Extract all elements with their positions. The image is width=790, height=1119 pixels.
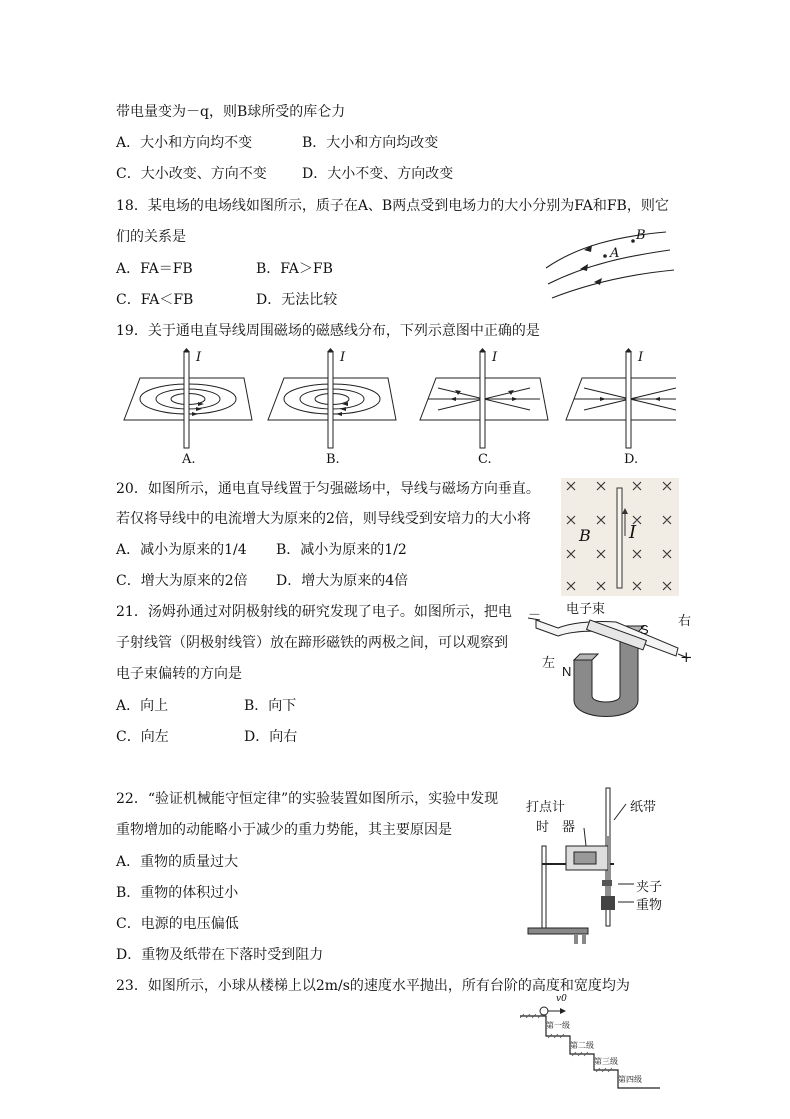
- field-b-label: B: [579, 526, 591, 545]
- q21-stem: 21．汤姆孙通过对阴极射线的研究发现了电子。如图所示，把电: [116, 604, 512, 620]
- q22-option-b[interactable]: B．重物的体积过小: [116, 885, 239, 901]
- q20-option-d[interactable]: D．增大为原来的4倍: [276, 573, 409, 589]
- q22-option-d[interactable]: D．重物及纸带在下落时受到阻力: [116, 947, 324, 963]
- current-label-a: I: [196, 350, 202, 365]
- q23-stem: 23．如图所示，小球从楼梯上以2m/s的速度水平抛出，所有台阶的高度和宽度均为: [116, 978, 630, 994]
- q20-option-b[interactable]: B．减小为原来的1/2: [276, 542, 407, 558]
- q23-staircase-figure: [520, 994, 660, 1092]
- q20-stem-2: 若仅将导线中的电流增大为原来的2倍，则导线受到安培力的大小将: [116, 511, 531, 527]
- q18-option-d[interactable]: D．无法比较: [256, 292, 338, 308]
- q21-option-b[interactable]: B．向下: [244, 698, 297, 714]
- q21-option-a[interactable]: A．向上: [116, 698, 169, 714]
- timer-label-2: 时 器: [536, 820, 576, 835]
- q17-option-a[interactable]: A．大小和方向均不变: [116, 135, 253, 151]
- point-a-label: A: [610, 246, 620, 261]
- option-d-diagram: [566, 348, 676, 448]
- q18-option-b[interactable]: B．FA＞FB: [256, 261, 333, 277]
- option-a-label: A.: [182, 452, 196, 467]
- q18-stem: 18．某电场的电场线如图所示，质子在A、B两点受到电场力的大小分别为FA和FB，则它: [116, 198, 669, 214]
- q20-stem: 20．如图所示，通电直导线置于匀强磁场中，导线与磁场方向垂直。: [116, 481, 540, 497]
- current-label-c: I: [492, 350, 498, 365]
- q18-field-figure: [538, 218, 678, 300]
- field-lines-svg: [538, 218, 678, 300]
- option-d-label: D.: [624, 452, 639, 467]
- step-2-label: 第二级: [570, 1041, 594, 1050]
- paper-tape-label: 纸带: [630, 800, 657, 815]
- q20-option-a[interactable]: A．减小为原来的1/4: [116, 542, 247, 558]
- current-label-b: I: [340, 350, 346, 365]
- current-i-label: I: [629, 522, 637, 543]
- option-c-label: C.: [478, 452, 492, 467]
- weight-label: 重物: [636, 898, 663, 913]
- q19-options-figure: [116, 348, 676, 470]
- q17-option-b[interactable]: B．大小和方向均改变: [302, 135, 439, 151]
- q22-option-c[interactable]: C．电源的电压偏低: [116, 916, 239, 932]
- q18-option-a[interactable]: A．FA＝FB: [116, 261, 193, 277]
- timer-label-1: 打点计: [526, 800, 566, 815]
- point-b-label: B: [636, 228, 646, 243]
- option-a-diagram: [124, 348, 252, 448]
- plus-terminal-label: +: [680, 648, 693, 666]
- step-3-label: 第三级: [594, 1057, 618, 1066]
- q18-option-c[interactable]: C．FA＜FB: [116, 292, 194, 308]
- north-pole-label: N: [562, 664, 572, 679]
- option-b-diagram: [268, 348, 396, 448]
- south-pole-label: S: [640, 622, 649, 637]
- v0-label: v0: [556, 994, 567, 1004]
- electron-beam-label: 电子束: [566, 602, 606, 617]
- right-label: 右: [678, 614, 692, 629]
- q17-option-d[interactable]: D．大小不变、方向改变: [302, 166, 454, 182]
- q21-option-c[interactable]: C．向左: [116, 729, 169, 745]
- q21-stem-3: 电子束偏转的方向是: [116, 666, 242, 682]
- option-b-label: B.: [326, 452, 340, 467]
- q21-stem-2: 子射线管（阴极射线管）放在蹄形磁铁的两极之间，可以观察到: [116, 635, 508, 651]
- q22-option-a[interactable]: A．重物的质量过大: [116, 854, 239, 870]
- q17-option-c[interactable]: C．大小改变、方向不变: [116, 166, 267, 182]
- q21-cathode-ray-figure: [528, 600, 698, 725]
- q22-stem-2: 重物增加的动能略小于减少的重力势能，其主要原因是: [116, 822, 452, 838]
- q22-apparatus-figure: [522, 780, 672, 946]
- option-c-diagram: [420, 348, 548, 448]
- q18-stem-2: 们的关系是: [116, 229, 186, 245]
- q19-stem: 19．关于通电直导线周围磁场的磁感线分布，下列示意图中正确的是: [116, 323, 540, 339]
- step-1-label: 第一级: [546, 1021, 570, 1030]
- q21-option-d[interactable]: D．向右: [244, 729, 298, 745]
- q17-stem-tail: 带电量变为－q，则B球所受的库仑力: [116, 104, 346, 120]
- q20-magnetic-field-figure: [561, 478, 679, 596]
- step-4-label: 第四级: [618, 1075, 642, 1084]
- current-label-d: I: [638, 350, 644, 365]
- q22-stem: 22．“验证机械能守恒定律”的实验装置如图所示，实验中发现: [116, 791, 499, 807]
- q20-option-c[interactable]: C．增大为原来的2倍: [116, 573, 248, 589]
- magnetic-field-options-svg: [116, 348, 676, 470]
- clip-label: 夹子: [636, 880, 663, 895]
- minus-terminal-label: －: [528, 608, 542, 623]
- left-label: 左: [542, 656, 556, 671]
